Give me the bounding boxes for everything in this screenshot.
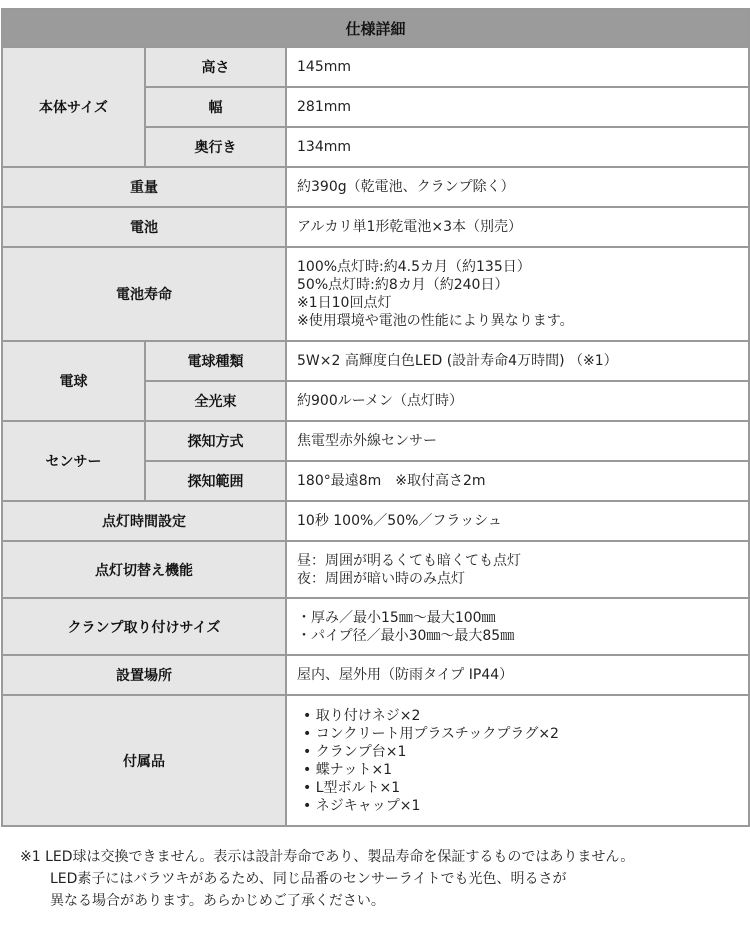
table-row — [2, 541, 749, 598]
list-item: • 蝶ナット×1 — [303, 761, 748, 779]
value-width: 281mm — [286, 87, 749, 127]
value-bulb-type: 5W×2 高輝度白色LED (設計寿命4万時間) （※1） — [286, 341, 749, 381]
table-row — [2, 247, 749, 341]
value-depth: 134mm — [286, 127, 749, 167]
value-clamp-size — [286, 598, 749, 655]
table-row — [2, 167, 749, 207]
row-label-accessories: 付属品 — [2, 695, 286, 826]
battery-life-line: ※使用環境や電池の性能により異なります。 — [297, 313, 574, 329]
table-row — [2, 598, 749, 655]
list-item: • クランプ台×1 — [303, 743, 748, 761]
value-height: 145mm — [286, 47, 749, 87]
clamp-size-line: ・厚み／最小15㎜～最大100㎜ — [297, 609, 496, 626]
row-label-battery: 電池 — [2, 207, 286, 247]
row-label-switch-mode: 点灯切替え機能 — [2, 541, 286, 598]
list-item: • 取り付けネジ×2 — [303, 707, 748, 725]
table-row — [2, 695, 749, 826]
sublabel-height: 高さ — [145, 47, 286, 87]
table-row — [2, 341, 749, 381]
value-location: 屋内、屋外用（防雨タイプ IP44） — [286, 655, 749, 695]
battery-life-line: 50%点灯時:約8カ月（約240日） — [297, 277, 509, 293]
sublabel-depth: 奥行き — [145, 127, 286, 167]
battery-life-line: ※1日10回点灯 — [297, 295, 392, 311]
spec-table — [1, 8, 750, 827]
row-label-location: 設置場所 — [2, 655, 286, 695]
row-label-weight: 重量 — [2, 167, 286, 207]
value-sensor-range: 180°最遠8m ※取付高さ2m — [286, 461, 749, 501]
table-row — [2, 421, 749, 461]
row-label-timer: 点灯時間設定 — [2, 501, 286, 541]
value-flux: 約900ルーメン（点灯時） — [286, 381, 749, 421]
row-label-size: 本体サイズ — [2, 47, 145, 167]
sublabel-bulb-type: 電球種類 — [145, 341, 286, 381]
value-weight: 約390g（乾電池、クランプ除く） — [286, 167, 749, 207]
footnote-line: LED素子にはバラツキがあるため、同じ品番のセンサーライトでも光色、明るさが — [50, 871, 567, 887]
list-item: • L型ボルト×1 — [303, 779, 748, 797]
sublabel-sensor-range: 探知範囲 — [145, 461, 286, 501]
value-battery: アルカリ単1形乾電池×3本（別売） — [286, 207, 749, 247]
title-row — [2, 9, 749, 47]
table-row — [2, 207, 749, 247]
accessories-list — [303, 707, 748, 815]
value-sensor-method: 焦電型赤外線センサー — [286, 421, 749, 461]
sublabel-flux: 全光束 — [145, 381, 286, 421]
row-label-clamp-size: クランプ取り付けサイズ — [2, 598, 286, 655]
value-timer: 10秒 100%／50%／フラッシュ — [286, 501, 749, 541]
list-item: • コンクリート用プラスチックプラグ×2 — [303, 725, 748, 743]
row-label-bulb: 電球 — [2, 341, 145, 421]
value-switch-mode — [286, 541, 749, 598]
table-row — [2, 655, 749, 695]
value-battery-life — [286, 247, 749, 341]
row-label-battery-life: 電池寿命 — [2, 247, 286, 341]
switch-mode-line: 夜：周囲が暗い時のみ点灯 — [297, 570, 465, 587]
row-label-sensor: センサー — [2, 421, 145, 501]
battery-life-line: 100%点灯時:約4.5カ月（約135日） — [297, 259, 531, 275]
table-row — [2, 47, 749, 87]
footnote — [20, 846, 740, 912]
list-item: • ネジキャップ×1 — [303, 797, 748, 815]
clamp-size-line: ・パイプ径／最小30㎜～最大85㎜ — [297, 627, 515, 644]
table-title: 仕様詳細 — [2, 9, 749, 47]
value-accessories — [286, 695, 749, 826]
switch-mode-line: 昼：周囲が明るくても暗くても点灯 — [297, 552, 521, 569]
table-row — [2, 501, 749, 541]
footnote-line: 異なる場合があります。あらかじめご了承ください。 — [50, 893, 385, 909]
sublabel-sensor-method: 探知方式 — [145, 421, 286, 461]
footnote-line: ※1 LED球は交換できません。表示は設計寿命であり、製品寿命を保証するものではありません。 — [20, 849, 635, 865]
sublabel-width: 幅 — [145, 87, 286, 127]
